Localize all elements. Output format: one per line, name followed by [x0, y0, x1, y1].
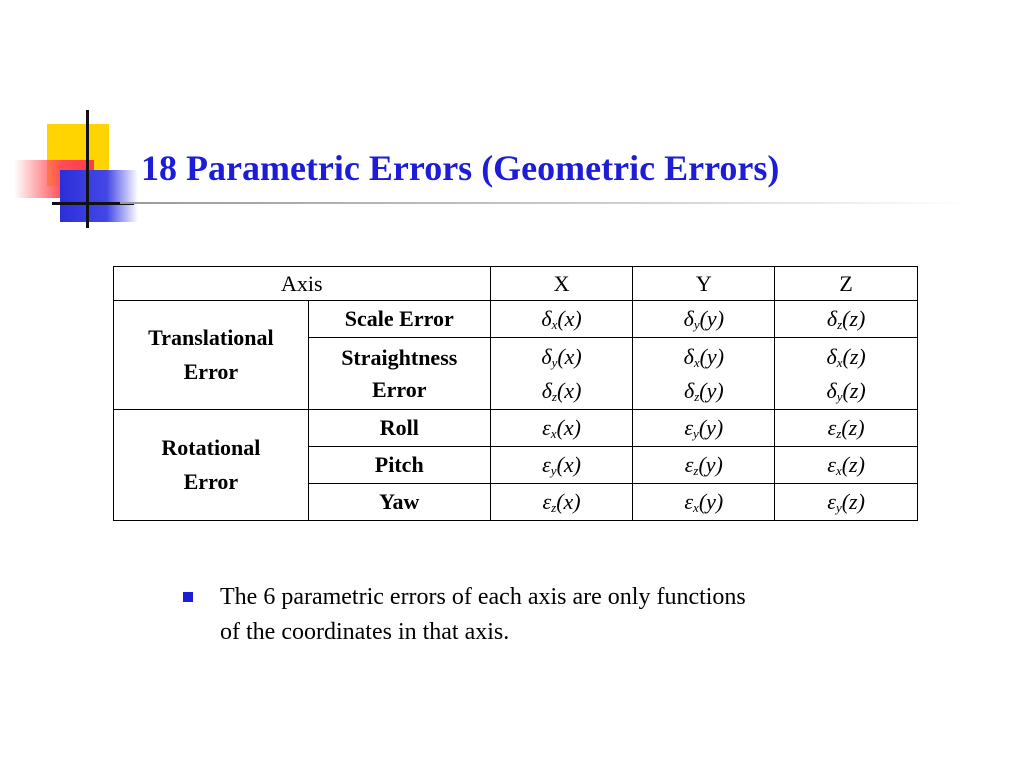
error-term-pair: $\delta_x(y)$ $\delta_z(y)$ — [633, 338, 775, 410]
header-y: Y — [633, 267, 775, 301]
header-axis: Axis — [114, 267, 491, 301]
error-term: $\varepsilon_z(x)$ — [490, 484, 633, 521]
error-term: $\varepsilon_x(z)$ — [775, 447, 918, 484]
error-term: $\varepsilon_x(x)$ — [490, 410, 633, 447]
error-term: $\varepsilon_y(y)$ — [633, 410, 775, 447]
straightness-error-label: Straightness Error — [308, 338, 490, 410]
error-term: $\varepsilon_y(z)$ — [775, 484, 918, 521]
header-x: X — [490, 267, 633, 301]
error-term: $\delta_y(y)$ — [633, 301, 775, 338]
rotational-error-label: Rotational Error — [114, 410, 309, 521]
table-header-row — [114, 267, 918, 301]
yaw-label: Yaw — [308, 484, 490, 521]
error-term-pair: $\delta_x(z)$ $\delta_y(z)$ — [775, 338, 918, 410]
pitch-label: Pitch — [308, 447, 490, 484]
error-term: $\varepsilon_z(y)$ — [633, 447, 775, 484]
bullet-text: The 6 parametric errors of each axis are only functions of the coordinates in that axis. — [220, 584, 746, 645]
error-term-pair: $\delta_y(x)$ $\delta_z(x)$ — [490, 338, 633, 410]
logo-blue-block — [60, 170, 138, 222]
parametric-errors-table — [113, 266, 918, 521]
error-term: $\varepsilon_y(x)$ — [490, 447, 633, 484]
error-term: $\varepsilon_x(y)$ — [633, 484, 775, 521]
table-row — [114, 410, 918, 447]
error-term: $\varepsilon_z(z)$ — [775, 410, 918, 447]
error-term: $\delta_x(x)$ — [490, 301, 633, 338]
table-row — [114, 301, 918, 338]
title-underline — [120, 202, 970, 204]
scale-error-label: Scale Error — [308, 301, 490, 338]
logo-vertical-line — [86, 110, 89, 228]
roll-label: Roll — [308, 410, 490, 447]
slide-title: 18 Parametric Errors (Geometric Errors) — [141, 148, 780, 188]
translational-error-label: Translational Error — [114, 301, 309, 410]
error-term: $\delta_z(z)$ — [775, 301, 918, 338]
square-bullet-icon — [183, 592, 193, 602]
header-z: Z — [775, 267, 918, 301]
